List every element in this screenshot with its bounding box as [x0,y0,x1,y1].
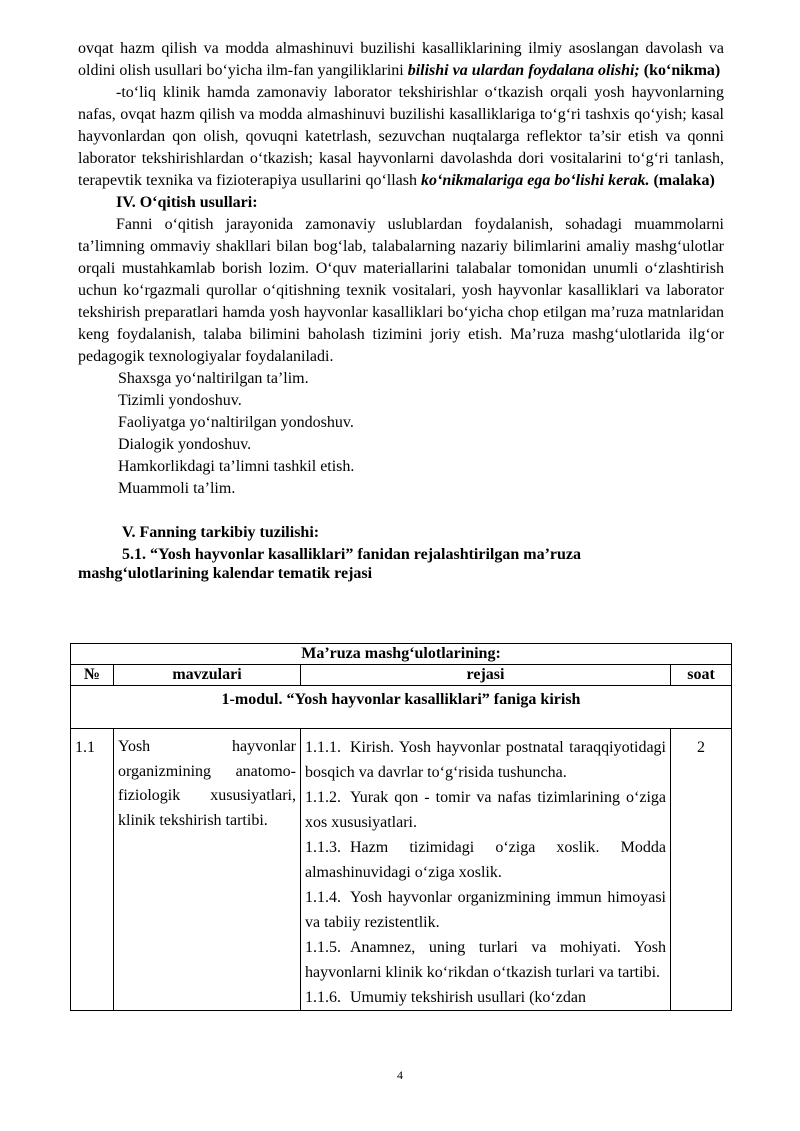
plan-item: 1.1.3. Hazm tizimidagi o‘ziga xoslik. Modda almashinuvidagi o‘ziga xoslik. [305,839,666,881]
header-number: № [71,665,114,686]
table-caption: Ma’ruza mashg‘ulotlarining: [71,644,732,665]
intro-tag: (ko‘nikma) [639,62,721,79]
intro-text: ovqat hazm qilish va modda almashinuvi buzilishi kasalliklarining ilmiy asoslangan davolash va oldini olish usullari bo‘yicha ilm-fan yangiliklarini [78,40,724,79]
plan-item: 1.1.6. Umumiy tekshirish usullari (ko‘zdan [305,989,586,1006]
page-number: 4 [397,1068,403,1082]
intro-emphasis: bilishi va ulardan foydalana olishi; [407,62,640,79]
section5-subheading: 5.1. “Yosh hayvonlar kasalliklari” fanidan rejalashtirilgan ma’ruza [122,546,582,563]
row-number: 1.1 [71,729,114,1011]
section4-heading: IV. O‘qitish usullari: [116,194,258,211]
document-body [78,38,724,582]
intro-paragraph [78,38,724,82]
row-hours: 2 [671,729,732,1011]
lecture-plan-table [70,643,732,1011]
skills-tag: (malaka) [649,172,715,189]
section5-heading: V. Fanning tarkibiy tuzilishi: [122,524,320,541]
section4-paragraph: Fanni o‘qitish jarayonida zamonaviy uslublardan foydalanish, sohadagi muammolarni ta’limning ommaviy shakllari bilan bog‘lab, talabalarning nazariy bilimlarini amaliy mashg‘ulotlar orqali mustahkamlab borish lozim. O‘quv materiallarini talabalar tomonidan unumli o‘zlashtirish uchun ko‘rgazmali qurollar o‘qitishning texnik vositalari, yosh hayvonlar kasalliklari va laborator tekshirish preparatlari hamda yosh hayvonlar kasalliklari bo‘yicha chop etilgan ma’ruza matnlaridan keng foydalanish, talaba bilimini baholash tizimini joriy etish. Ma’ruza mashg‘ulotlarida ilg‘or pedagogik texnologiyalar foydalaniladi. [78,216,724,365]
list-item: Tizimli yondoshuv. [118,392,242,409]
list-item: Faoliyatga yo‘naltirilgan yondoshuv. [118,414,354,431]
list-item: Shaxsga yo‘naltirilgan ta’lim. [118,370,309,387]
header-hours: soat [671,665,732,686]
skills-text: -to‘liq klinik hamda zamonaviy laborator tekshirishlar o‘tkazish orqali yosh hayvonlarning nafas, ovqat hazm qilish va modda almashinuvi buzilishi kasalliklariga to‘g‘ri tashxis qo‘yish; kasal hayvonlardan qon olish, qovuqni katetrlash, sezuvchan nuqtalarga reflektor ta’sir etish va qonni laborator tekshirishlardan o‘tkazish; kasal hayvonlarni davolashda dori vositalarini to‘g‘ri tanlash, terapevtik texnika va fizioterapiya usullarini qo‘llash [78,84,724,189]
row-topic: Yosh hayvonlar organizmining anatomo-fiziologik xususiyatlari, klinik tekshirish tartibi. [114,729,301,1011]
plan-item: 1.1.1. Kirish. Yosh hayvonlar postnatal taraqqiyotidagi bosqich va davrlar to‘g‘risida tushuncha. [305,739,666,781]
plan-item: 1.1.5. Anamnez, uning turlari va mohiyati. Yosh hayvonlarni klinik ko‘rikdan o‘tkazish turlari va tartibi. [305,939,666,981]
row-plan [301,729,671,1011]
plan-item: 1.1.2. Yurak qon - tomir va nafas tizimlarining o‘ziga xos xususiyatlari. [305,789,666,831]
plan-item: 1.1.4. Yosh hayvonlar organizmining immun himoyasi va tabiiy rezistentlik. [305,889,666,931]
skills-emphasis: ko‘nikmalariga ega bo‘lishi kerak. [421,172,650,189]
list-item: Muammoli ta’lim. [118,480,236,497]
list-item: Hamkorlikdagi ta’limni tashkil etish. [118,458,355,475]
section5-subheading-cont: mashg‘ulotlarining kalendar tematik rejasi [78,565,373,582]
table-row [71,729,732,1011]
methods-list [78,368,724,500]
header-topics: mavzulari [114,665,301,686]
module-title: 1-modul. “Yosh hayvonlar kasalliklari” faniga kirish [71,686,732,729]
list-item: Dialogik yondoshuv. [118,436,252,453]
header-plan: rejasi [301,665,671,686]
skills-paragraph [78,82,724,192]
